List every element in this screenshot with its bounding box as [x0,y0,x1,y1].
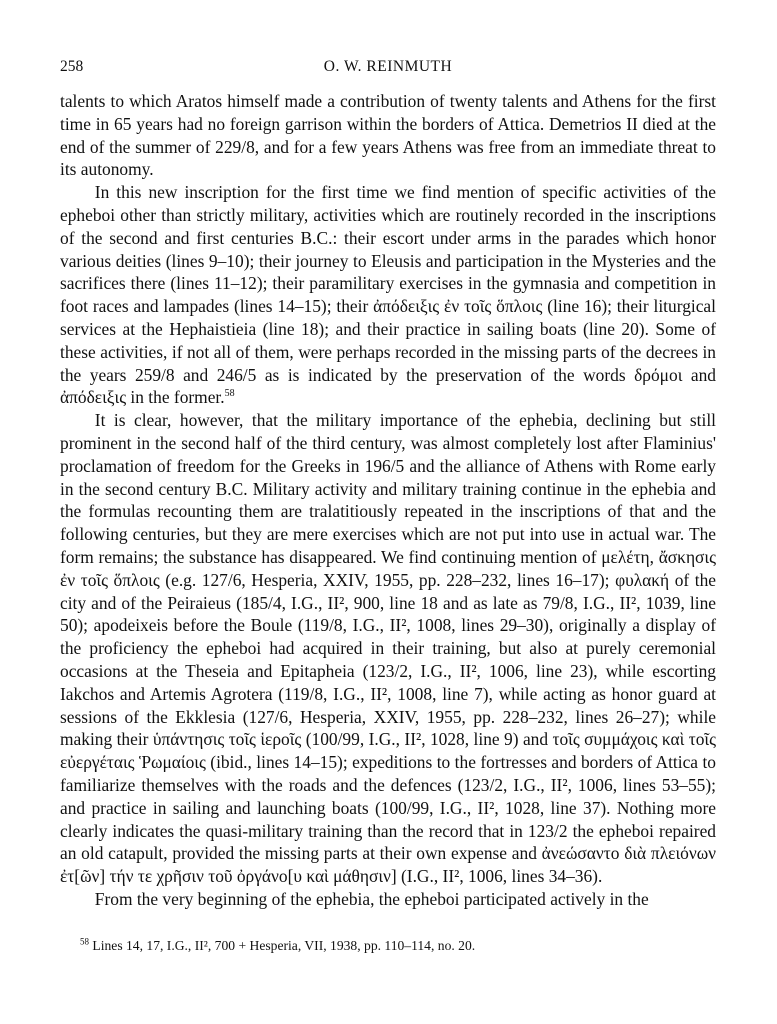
page-header [60,58,716,80]
paragraph-4: From the very beginning of the ephebia, the epheboi participated actively in the [94,888,649,909]
footnote-reference-58[interactable]: 58 [224,388,235,400]
body-text [60,90,716,911]
footnote-marker: 58 [80,936,89,947]
footnote-text: Lines 14, 17, I.G., II², 700 + Hesperia, VII, 1938, pp. 110–114, no. 20. [92,938,476,953]
paragraph-1: talents to which Aratos himself made a contribution of twenty talents and Athens for the first time in 65 years had no foreign garrison within the borders of Attica. Demetrios II died at the end of the summer of 229/8, and for a few years Athens was free from an immediate threat to its autonomy. [60,91,716,180]
page-number: 258 [60,58,84,75]
footnote-58 [80,937,720,955]
paragraph-2 [60,181,716,409]
paragraph-2-text: In this new inscription for the first time we find mention of specific activities of the epheboi other than strictly military, activities which are routinely recorded in the inscriptions of the second and first centuries B.C.: their escort under arms in the parades which honor various deities (lines 9–10); their journey to Eleusis and participation in the Mysteries and the sacrifices there (lines 11–12); their paramilitary exercises in the gymnasia and competition in foot races and lampades (lines 14–15); their ἀπόδειξις ἐν τοῖς ὅπλοις (line 16); their liturgical services at the Hephaistieia (line 18); and their practice in sailing boats (line 20). Some of these activities, if not all of them, were perhaps recorded in the missing parts of the decrees in the years 259/8 and 246/5 as is indicated by the preservation of the words δρόμοι and ἀπόδειξις in the former. [60,182,716,408]
paragraph-3: It is clear, however, that the military importance of the ephebia, declining but still prominent in the second half of the third century, was almost completely lost after Flaminius' proclamation of freedom for the Greeks in 196/5 and the alliance of Athens with Rome early in the second century B.C. Military activity and military training continue in the ephebia and the formulas recounting them are tralatitiously repeated in the inscriptions of that and the following centuries, but they are mere exercises which are not put into use in actual war. The form remains; the substance has disappeared. We find continuing mention of μελέτη, ἄσκησις ἐν τοῖς ὅπλοις (e.g. 127/6, Hesperia, XXIV, 1955, pp. 228–232, lines 16–17); φυλακή of the city and of the Peiraieus (185/4, I.G., II², 900, line 18 and as late as 79/8, I.G., II², 1039, line 50); apodeixeis before the Boule (119/8, I.G., II², 1008, lines 29–30), originally a display of the proficiency the epheboi had acquired in their training, but also at purely ceremonial occasions at the Theseia and Epitapheia (123/2, I.G., II², 1006, line 23), while escorting Iakchos and Artemis Agrotera (119/8, I.G., II², 1008, line 7), while acting as honor guard at sessions of the Ekklesia (127/6, Hesperia, XXIV, 1955, pp. 228–232, lines 26–27); while making their ὑπάντησις τοῖς ἱεροῖς (100/99, I.G., II², 1028, line 9) and τοῖς συμμάχοις καὶ τοῖς εὐεργέταις Ῥωμαίοις (ibid., lines 14–15); expeditions to the fortresses and borders of Attica to familiarize themselves with the roads and the defences (123/2, I.G., II², 1006, lines 53–55); and practice in sailing and launching boats (100/99, I.G., II², 1028, line 37). Nothing more clearly indicates the quasi-military training than the record that in 123/2 the epheboi repaired an old catapult, provided the missing parts at their own expense and ἀνεώσαντο διὰ πλειόνων ἐτ[ῶν] τήν τε χρῆσιν τοῦ ὀργάνο[υ καὶ μάθησιν] (I.G., II², 1006, lines 34–36). [60,410,716,887]
running-head: O. W. REINMUTH [323,58,453,75]
